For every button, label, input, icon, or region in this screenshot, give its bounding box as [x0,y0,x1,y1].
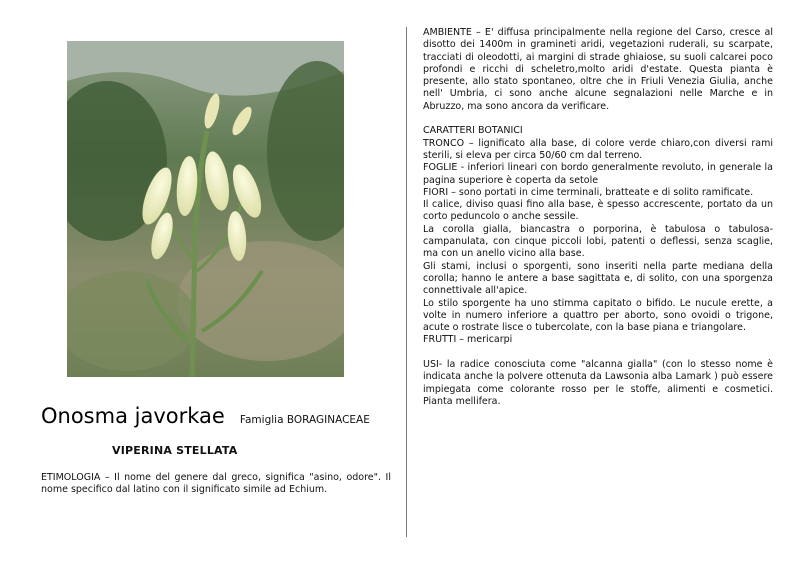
stilo-paragraph: Lo stilo sporgente ha uno stimma capitato o bifido. Le nucule erette, a volte in numero inferiore a quattro per aborto, sono ovoidi o trigone, acute o rostrate lisce o tubercolate, con la base piana e triangolare. [423,297,773,334]
common-name: VIPERINA STELLATA [112,444,238,457]
plant-photo [67,41,344,377]
frutti-paragraph: FRUTTI – mericarpi [423,334,513,346]
tronco-paragraph: TRONCO – lignificato alla base, di colore verde chiaro,con diversi rami sterili, si eleva per circa 50/60 cm dal terreno. [423,137,773,161]
caratteri-heading: CARATTERI BOTANICI [423,125,523,137]
etimologia-paragraph: ETIMOLOGIA – Il nome del genere dal greco, significa "asino, odore". Il nome specifico dal latino con il significato simile ad Echium. [41,472,391,496]
right-column [423,27,773,408]
usi-paragraph: USI- la radice conosciuta come "alcanna gialla" (con lo stesso nome è indicata anche la polvere ottenuta da Lawsonia alba Lamark ) può essere impiegata come colorante rosso per le stoffe, alimenti e cosmetici. Pianta mellifera. [423,359,773,407]
species-name: Onosma javorkae [41,404,225,428]
stami-paragraph: Gli stami, inclusi o sporgenti, sono inseriti nella parte mediana della corolla; hanno le antere a base sagittata e, di solito, con una sporgenza connettivale all'apice. [423,260,773,297]
calice-paragraph: Il calice, diviso quasi fino alla base, è spesso accrescente, portato da un corto peduncolo o anche sessile. [423,199,773,223]
corolla-paragraph: La corolla gialla, biancastra o porporina, è tabulosa o tabulosa-campanulata, con cinque piccoli lobi, patenti o deflessi, senza scaglie, ma con un anello vicino alla base. [423,223,773,260]
foglie-paragraph: FOGLIE - inferiori lineari con bordo generalmente revoluto, in generale la pagina superiore è coperta da setole [423,162,773,186]
column-divider [406,27,407,537]
fiori-paragraph: FIORI – sono portati in cime terminali, bratteate e di solito ramificate. [423,186,754,198]
family-name: Famiglia BORAGINACEAE [239,414,370,426]
ambiente-paragraph: AMBIENTE – E' diffusa principalmente nella regione del Carso, cresce al disotto dei 1400m in gramineti aridi, vegetazioni ruderali, su scarpate, tracciati di oleodotti, ai margini di strade ghiaiose, su suoli calcarei poco profondi e ricchi di scheletro,molto aridi d'estate. Questa pianta è presente, allo stato spontaneo, oltre che in Friuli Venezia Giulia, anche nell' Umbria, ci sono anche alcune segnalazioni nelle Marche e in Abruzzo, ma sono ancora da verificare. [423,27,773,112]
title-row [41,404,401,428]
